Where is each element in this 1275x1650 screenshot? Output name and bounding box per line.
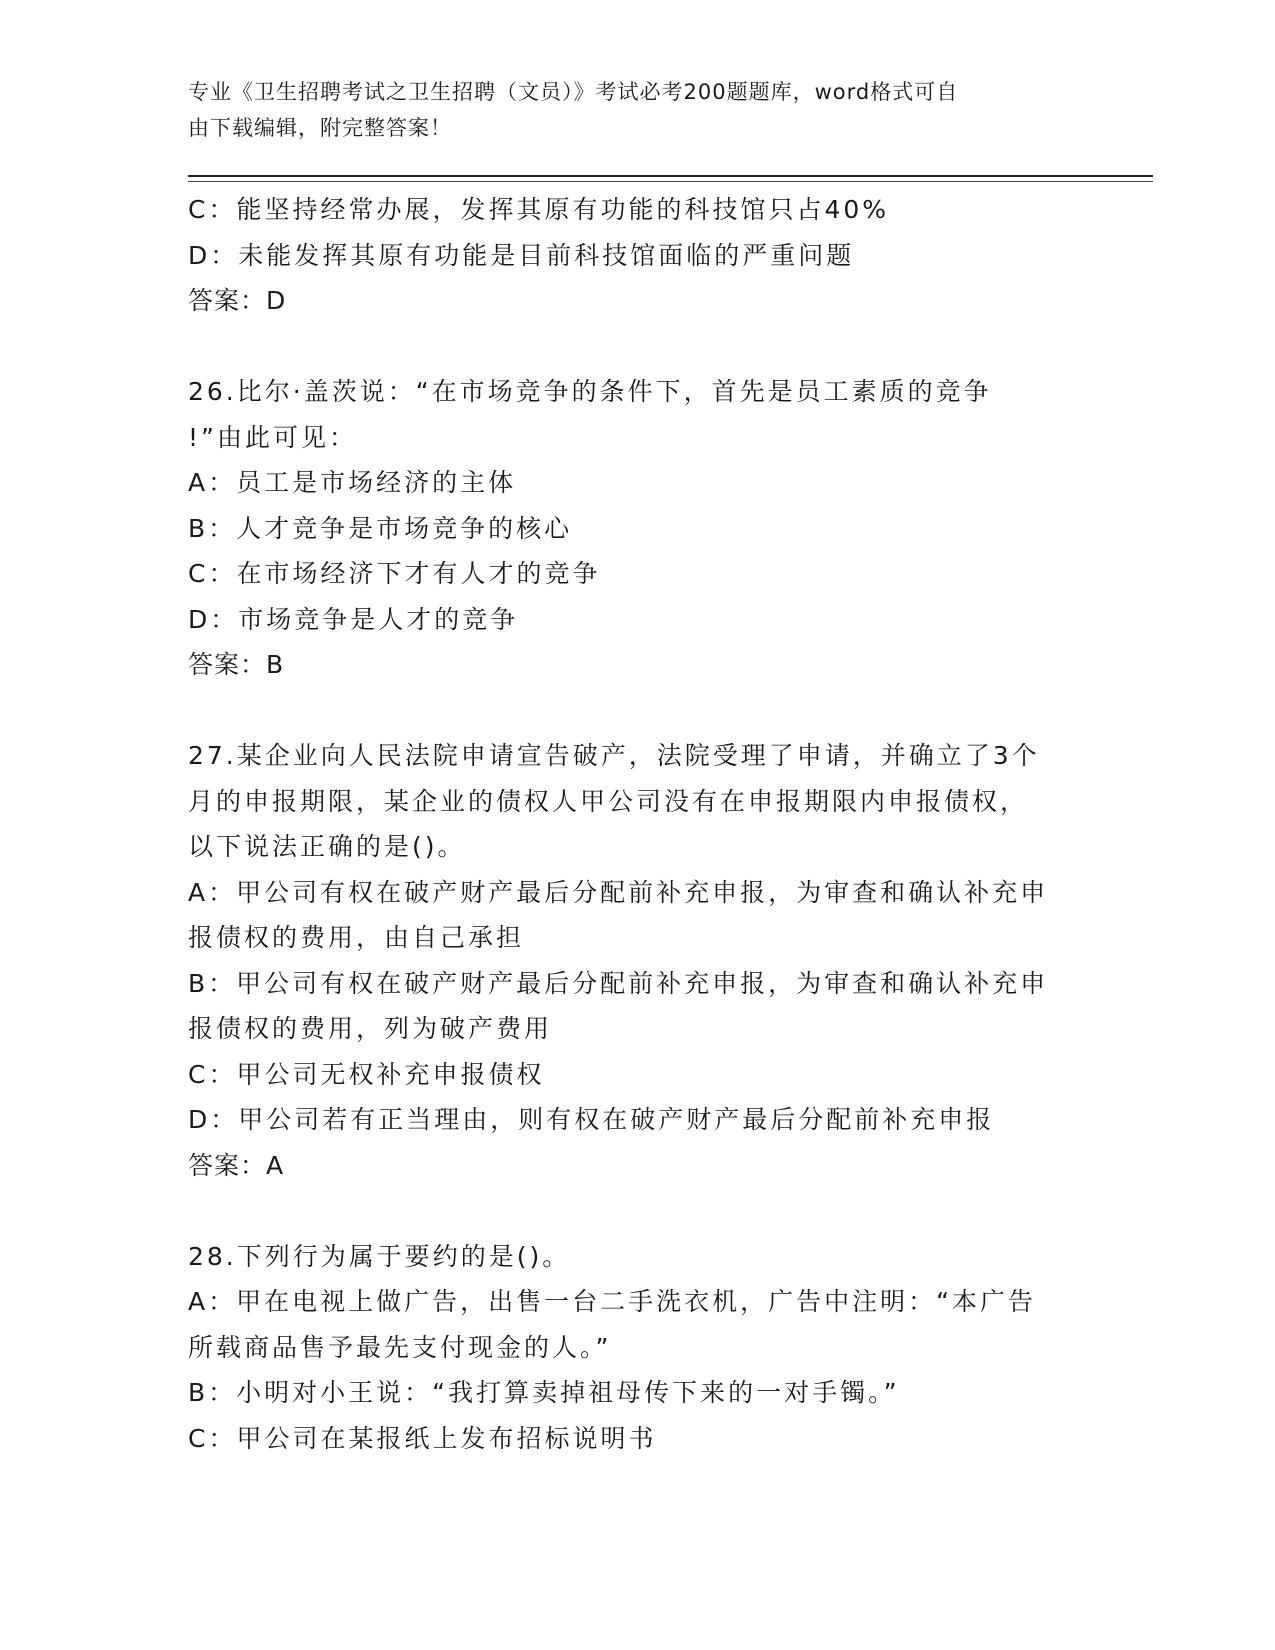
option-a: 所载商品售予最先支付现金的人。” (188, 1332, 612, 1362)
option-a: A：员工是市场经济的主体 (188, 468, 517, 497)
spacer (188, 688, 1088, 734)
option-c: C：能坚持经常办展，发挥其原有功能的科技馆只占40% (188, 195, 890, 224)
spacer (188, 324, 1088, 370)
header-divider-thin (188, 181, 1153, 182)
option-c: C：甲公司在某报纸上发布招标说明书 (188, 1423, 657, 1453)
question-stem: 26.比尔·盖茨说：“在市场竞争的条件下，首先是员工素质的竞争 (188, 377, 992, 406)
question-26 (188, 369, 1088, 688)
spacer (188, 1188, 1088, 1234)
page-header (188, 74, 1068, 146)
question-stem: 月的申报期限，某企业的债权人甲公司没有在申报期限内申报债权， (188, 786, 1029, 816)
answer: 答案：B (188, 650, 285, 679)
question-stem: 28.下列行为属于要约的是()。 (188, 1241, 571, 1271)
option-b: B：小明对小王说：“我打算卖掉祖母传下来的一对手镯。” (188, 1378, 900, 1407)
question-stem: 以下说法正确的是()。 (188, 832, 466, 861)
question-list (188, 187, 1088, 1461)
option-d: D：甲公司若有正当理由，则有权在破产财产最后分配前补充申报 (188, 1105, 995, 1134)
option-b: 报债权的费用，列为破产费用 (188, 1014, 553, 1043)
question-28 (188, 1234, 1088, 1462)
option-c: C：甲公司无权补充申报债权 (188, 1059, 545, 1089)
option-b: B：人才竞争是市场竞争的核心 (188, 513, 573, 543)
header-divider-thick (188, 175, 1153, 177)
option-d: D：未能发挥其原有功能是目前科技馆面临的严重问题 (188, 240, 855, 270)
answer: 答案：A (188, 1150, 285, 1180)
option-a: A：甲在电视上做广告，出售一台二手洗衣机，广告中注明：“本广告 (188, 1287, 1037, 1316)
option-a: A：甲公司有权在破产财产最后分配前补充申报，为审查和确认补充申 (188, 877, 1049, 907)
question-27 (188, 733, 1088, 1188)
question-stem: !”由此可见： (188, 422, 357, 452)
header-line: 专业《卫生招聘考试之卫生招聘（文员）》考试必考200题题库，word格式可自 (188, 80, 959, 104)
question-stem: 27.某企业向人民法院申请宣告破产，法院受理了申请，并确立了3个 (188, 741, 1040, 770)
answer: 答案：D (188, 286, 287, 315)
option-c: C：在市场经济下才有人才的竞争 (188, 559, 601, 588)
option-a: 报债权的费用，由自己承担 (188, 923, 525, 952)
option-b: B：甲公司有权在破产财产最后分配前补充申报，为审查和确认补充申 (188, 968, 1049, 998)
header-line: 由下载编辑，附完整答案！ (188, 116, 452, 140)
question-25 (188, 187, 1088, 324)
option-d: D：市场竞争是人才的竞争 (188, 604, 519, 634)
